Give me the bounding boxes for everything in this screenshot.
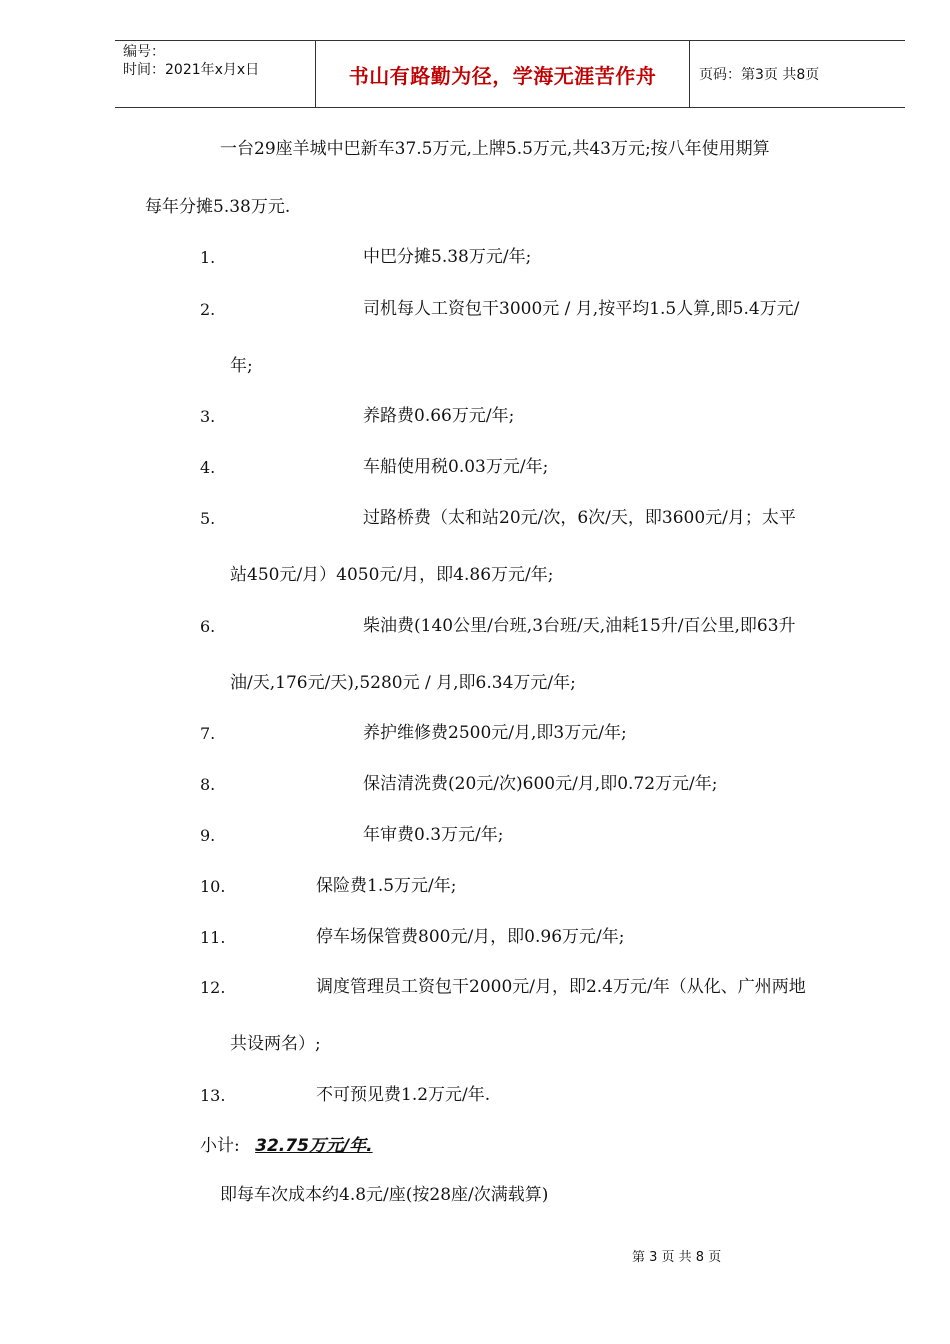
item-text: 年审费0.3万元/年;	[363, 825, 504, 845]
header-motto-cell	[315, 41, 690, 107]
intro-line-2: 每年分摊5.38万元.	[145, 197, 291, 217]
intro-line-1: 一台29座羊城中巴新车37.5万元,上牌5.5万元,共43万元;按八年使用期算	[220, 139, 770, 159]
number-label: 编号：	[123, 44, 165, 60]
item-text-continued: 油/天,176元/天),5280元 / 月,即6.34万元/年;	[230, 673, 576, 693]
subtotal-value: 32.75万元/年.	[255, 1136, 373, 1156]
item-text: 停车场保管费800元/月，即0.96万元/年;	[316, 927, 625, 947]
item-text: 养路费0.66万元/年;	[363, 406, 515, 426]
page-header	[115, 40, 905, 108]
item-text: 过路桥费（太和站20元/次，6次/天，即3600元/月；太平	[363, 508, 796, 528]
item-number: 7.	[200, 724, 216, 743]
item-number: 5.	[200, 509, 216, 528]
header-page-cell	[689, 41, 905, 107]
item-text: 车船使用税0.03万元/年;	[363, 457, 549, 477]
page-footer: 第 3 页 共 8 页	[632, 1250, 722, 1265]
item-text-continued: 年;	[230, 356, 253, 376]
item-text-continued: 站450元/月）4050元/月，即4.86万元/年;	[230, 565, 554, 585]
item-text: 保险费1.5万元/年;	[316, 876, 457, 896]
item-text: 保洁清洗费(20元/次)600元/月,即0.72万元/年;	[363, 774, 718, 794]
header-meta	[115, 41, 315, 109]
item-number: 3.	[200, 407, 216, 426]
item-number: 10.	[200, 877, 226, 896]
subtotal	[200, 1135, 373, 1157]
item-number: 13.	[200, 1086, 226, 1105]
item-number: 9.	[200, 826, 216, 845]
header-page-info: 页码：第3页 共8页	[699, 67, 820, 83]
item-number: 8.	[200, 775, 216, 794]
item-number: 11.	[200, 928, 226, 947]
item-number: 6.	[200, 617, 216, 636]
closing-line: 即每车次成本约4.8元/座(按28座/次满载算)	[220, 1185, 549, 1205]
subtotal-label: 小计:	[200, 1136, 240, 1156]
item-text: 柴油费(140公里/台班,3台班/天,油耗15升/百公里,即63升	[363, 616, 796, 636]
item-text: 司机每人工资包干3000元 / 月,按平均1.5人算,即5.4万元/	[363, 299, 800, 319]
item-number: 2.	[200, 300, 216, 319]
header-motto: 书山有路勤为径，学海无涯苦作舟	[348, 63, 657, 88]
item-number: 12.	[200, 978, 226, 997]
item-number: 4.	[200, 458, 216, 477]
item-text: 调度管理员工资包干2000元/月，即2.4万元/年（从化、广州两地	[316, 977, 806, 997]
item-text: 养护维修费2500元/月,即3万元/年;	[363, 723, 627, 743]
item-text: 中巴分摊5.38万元/年;	[363, 247, 532, 267]
date-label: 时间：2021年x月x日	[123, 62, 260, 78]
item-text-continued: 共设两名）;	[230, 1034, 321, 1054]
item-number: 1.	[200, 248, 216, 267]
item-text: 不可预见费1.2万元/年.	[316, 1085, 491, 1105]
